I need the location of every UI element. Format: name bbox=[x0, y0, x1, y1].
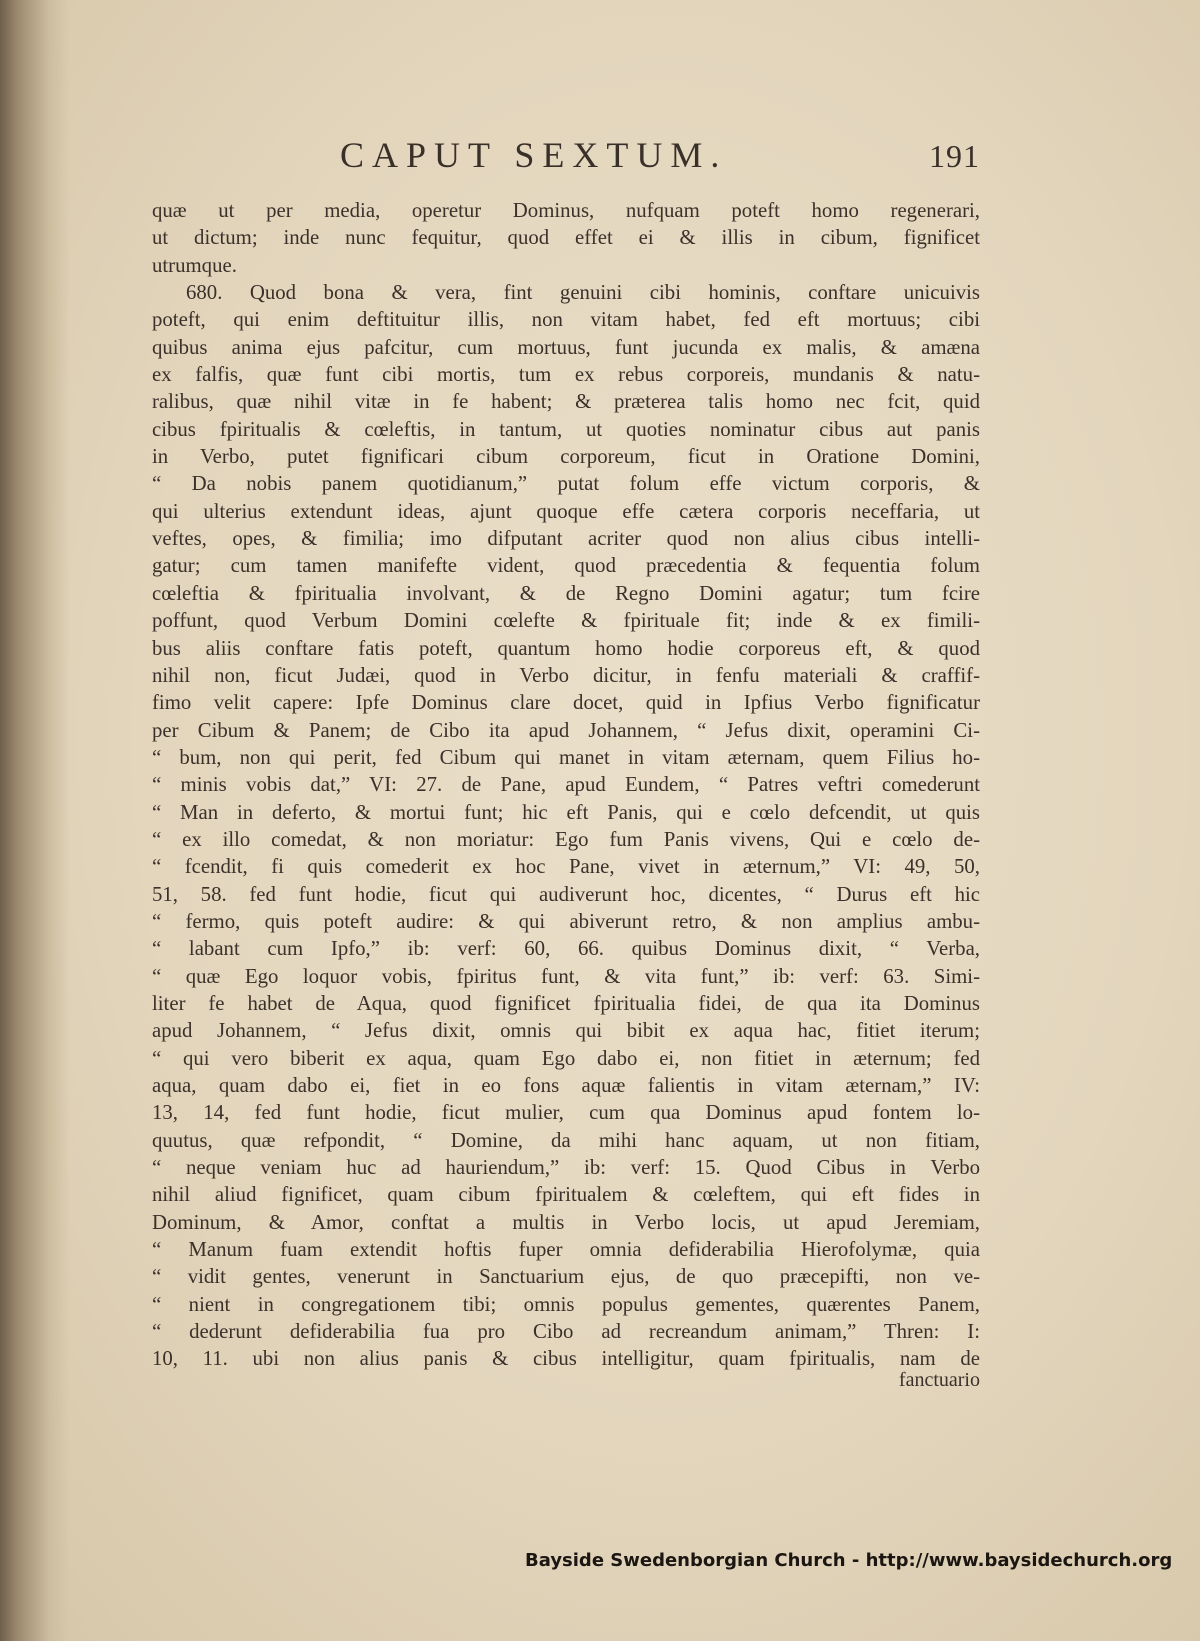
body-text bbox=[152, 197, 980, 1373]
text-line: 51, 58. fed funt hodie, ficut qui audiverunt hoc, dicentes, “ Durus eft hic bbox=[152, 882, 980, 906]
text-line: veftes, opes, & fimilia; imo difputant acriter quod non alius cibus intelli- bbox=[152, 527, 980, 551]
text-line: “ ex illo comedat, & non moriatur: Ego fum Panis vivens, Qui e cœlo de- bbox=[152, 827, 980, 851]
text-line: quibus anima ejus pafcitur, cum mortuus, funt jucunda ex malis, & amæna bbox=[152, 335, 980, 359]
text-line: quutus, quæ refpondit, “ Domine, da mihi hanc aquam, ut non fitiam, bbox=[152, 1128, 980, 1152]
text-line: “ vidit gentes, venerunt in Sanctuarium ejus, de quo præcepifti, non ve- bbox=[152, 1265, 980, 1289]
text-line: “ Da nobis panem quotidianum,” putat folum effe victum corporis, & bbox=[152, 472, 980, 496]
text-line: “ nient in congregationem tibi; omnis populus gementes, quærentes Panem, bbox=[152, 1292, 980, 1316]
text-line: “ bum, non qui perit, fed Cibum qui manet in vitam æternam, quem Filius ho- bbox=[152, 745, 980, 769]
text-line: nihil aliud fignificet, quam cibum fpiritualem & cœleftem, qui eft fides in bbox=[152, 1183, 980, 1207]
paragraph-start-680: 680. Quod bona & vera, fint genuini cibi hominis, conftare unicuivis bbox=[186, 281, 980, 305]
text-line: per Cibum & Panem; de Cibo ita apud Johannem, “ Jefus dixit, operamini Ci- bbox=[152, 718, 980, 742]
text-line: nihil non, ficut Judæi, quod in Verbo dicitur, in fenfu materiali & craffif- bbox=[152, 663, 980, 687]
text-line: ralibus, quæ nihil vitæ in fe habent; & præterea talis homo nec fcit, quid bbox=[152, 390, 980, 414]
text-line: 13, 14, fed funt hodie, ficut mulier, cum qua Dominus apud fontem lo- bbox=[152, 1101, 980, 1125]
text-line: ut dictum; inde nunc fequitur, quod effet ei & illis in cibum, fignificet bbox=[152, 226, 980, 250]
text-line: “ Man in deferto, & mortui funt; hic eft Panis, qui e cœlo defcendit, ut quis bbox=[152, 800, 980, 824]
text-line: 10, 11. ubi non alius panis & cibus intelligitur, quam fpiritualis, nam de bbox=[152, 1347, 980, 1371]
page-header bbox=[150, 134, 980, 184]
text-line: “ Manum fuam extendit hoftis fuper omnia defiderabilia Hierofolymæ, quia bbox=[152, 1238, 980, 1262]
source-watermark: Bayside Swedenborgian Church - http://www.baysidechurch.org bbox=[525, 1550, 1173, 1571]
text-line: ex falfis, quæ funt cibi mortis, tum ex rebus corporeis, mundanis & natu- bbox=[152, 363, 980, 387]
text-line: “ dederunt defiderabilia fua pro Cibo ad recreandum animam,” Thren: I: bbox=[152, 1320, 980, 1344]
page-number: 191 bbox=[929, 138, 980, 174]
text-line: apud Johannem, “ Jefus dixit, omnis qui bibit ex aqua hac, fitiet iterum; bbox=[152, 1019, 980, 1043]
text-line: in Verbo, putet fignificari cibum corporeum, ficut in Oratione Domini, bbox=[152, 445, 980, 469]
page-gutter-shadow bbox=[0, 0, 70, 1641]
text-line: “ qui vero biberit ex aqua, quam Ego dabo ei, non fitiet in æternum; fed bbox=[152, 1046, 980, 1070]
text-line: bus aliis conftare fatis poteft, quantum homo hodie corporeus eft, & quod bbox=[152, 636, 980, 660]
text-line: cibus fpiritualis & cœleftis, in tantum, ut quoties nominatur cibus aut panis bbox=[152, 417, 980, 441]
text-line: poteft, qui enim deftituitur illis, non vitam habet, fed eft mortuus; cibi bbox=[152, 308, 980, 332]
text-line: “ fermo, quis poteft audire: & qui abiverunt retro, & non amplius ambu- bbox=[152, 909, 980, 933]
text-line: fimo velit capere: Ipfe Dominus clare docet, quid in Ipfius Verbo fignificatur bbox=[152, 691, 980, 715]
text-line: “ labant cum Ipfo,” ib: verf: 60, 66. quibus Dominus dixit, “ Verba, bbox=[152, 937, 980, 961]
catchword: fanctuario bbox=[898, 1369, 980, 1391]
text-line: gatur; cum tamen manifefte vident, quod præcedentia & fequentia folum bbox=[152, 554, 980, 578]
text-line: liter fe habet de Aqua, quod fignificet fpiritualia fidei, de qua ita Dominus bbox=[152, 991, 980, 1015]
text-line: “ minis vobis dat,” VI: 27. de Pane, apud Eundem, “ Patres veftri comederunt bbox=[152, 773, 980, 797]
text-line: aqua, quam dabo ei, fiet in eo fons aquæ falientis in vitam æternam,” IV: bbox=[152, 1074, 980, 1097]
text-line: “ fcendit, fi quis comederit ex hoc Pane, vivet in æternum,” VI: 49, 50, bbox=[152, 855, 980, 879]
text-line: “ quæ Ego loquor vobis, fpiritus funt, & vita funt,” ib: verf: 63. Simi- bbox=[152, 964, 980, 988]
text-line: cœleftia & fpiritualia involvant, & de Regno Domini agatur; tum fcire bbox=[152, 581, 980, 605]
text-line: “ neque veniam huc ad hauriendum,” ib: verf: 15. Quod Cibus in Verbo bbox=[152, 1156, 980, 1180]
running-head: CAPUT SEXTUM. bbox=[340, 135, 728, 175]
text-line: qui ulterius extendunt ideas, ajunt quoque effe cætera corporis neceffaria, ut bbox=[152, 499, 980, 523]
text-line: quæ ut per media, operetur Dominus, nufquam poteft homo regenerari, bbox=[152, 199, 980, 222]
text-line: utrumque. bbox=[152, 253, 237, 277]
text-line: Dominum, & Amor, conftat a multis in Verbo locis, ut apud Jeremiam, bbox=[152, 1210, 980, 1234]
text-line: poffunt, quod Verbum Domini cœlefte & fpirituale fit; inde & ex fimili- bbox=[152, 609, 980, 633]
